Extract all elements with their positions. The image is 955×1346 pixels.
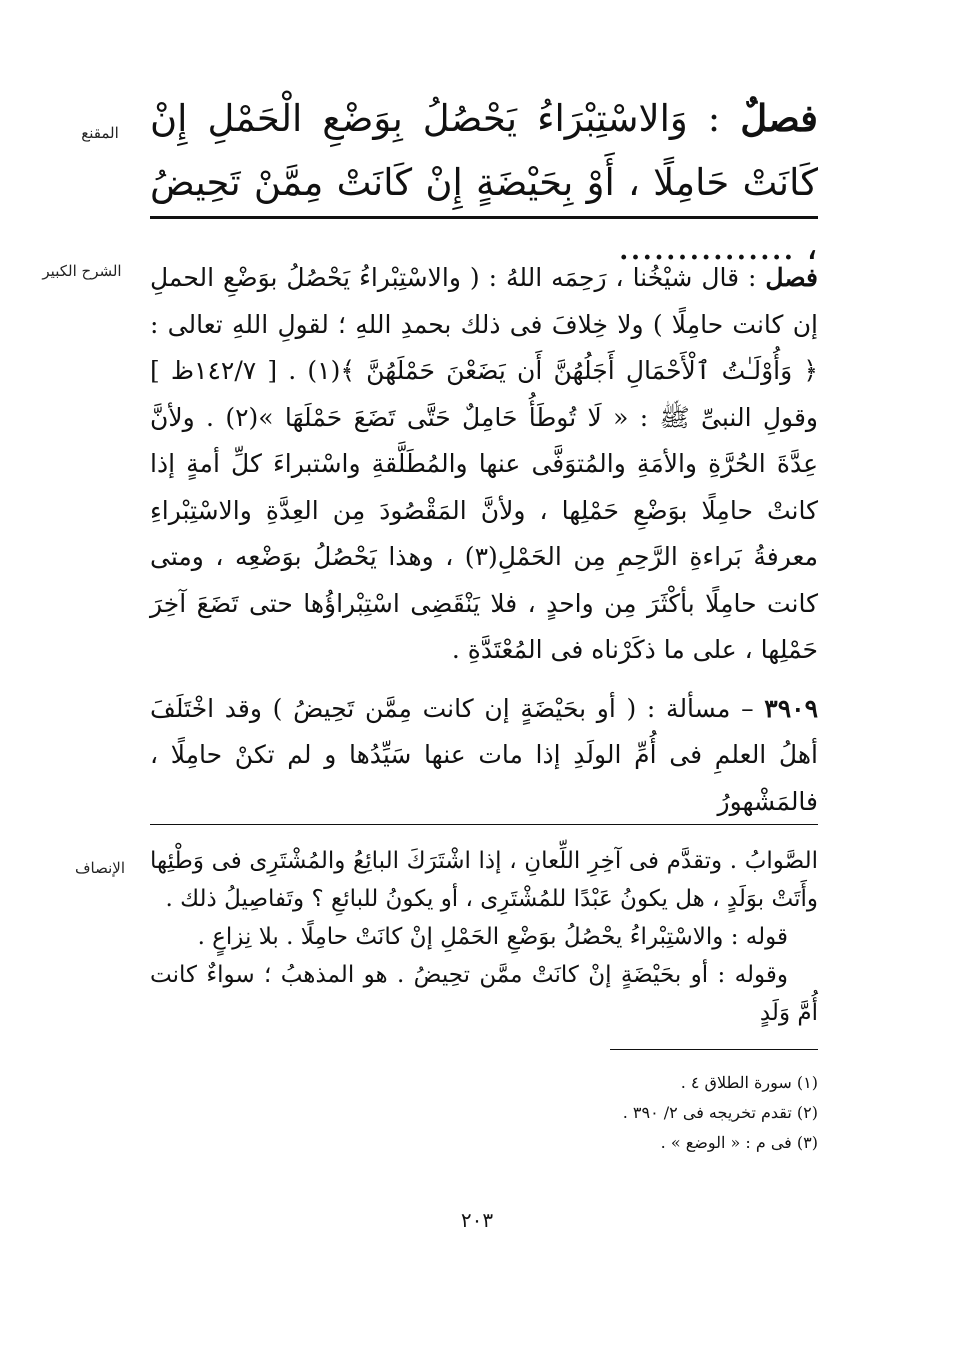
sharh-body: : قال شيْخُنا ، رَحِمَه اللهُ : ( والاسْتِبْراءُ يَحْصُلُ بوَضْعِ الحملِ إن كانت حامِلًا ) ولا خِلافَ فى ذلك بحمدِ اللهِ ؛ لقولِ اللهِ تعالى : ﴿ وَأُوْلَـٰتُ ٱلْأَحْمَالِ أَجَلُهُنَّ أَن يَضَعْنَ حَمْلَهُنَّ ﴾(١) . [ ١٤٢/٧ظ ] وقولِ النبىِّ ﷺ : « لَا تُوطَأُ حَامِلٌ حَتَّى تَضَعَ حَمْلَهَا »(٢) . ولأنَّ عِدَّةَ الحُرَّةِ والأمَةِ والمُتوَفَّى عنها والمُطَلَّقةِ واسْتبراءَ كلِّ أمةٍ إذا كانتْ حامِلًا بوَضْعِ حَمْلِها ، ولأنَّ المَقْصُودَ مِن العِدَّةِ والاسْتِبْراءِ معرفةُ بَراءةِ الرَّحِمِ مِن الحَمْلِ(٣) ، وهذا يَحْصُلُ بوَضْعِه ، ومتى كانت حامِلًا بأكْثَرَ مِن واحدٍ ، فلا يَنْقَضِى اسْتِبْراؤُها حتى تَضَعَ آخِرَ حَمْلِها ، على ما ذكَرْناه فى المُعْتَدَّةِ . (150, 263, 819, 664)
footnote-2: (٢) تقدم تخريجه فى ٢/ ٣٩٠ . (622, 1103, 818, 1122)
margin-label-muqni: المقنع (81, 124, 119, 142)
footnotes (150, 1068, 818, 1158)
section-divider-thick (150, 216, 818, 219)
footnote-1: (١) سورة الطلاق ٤ . (680, 1073, 818, 1092)
section-divider-thin (150, 824, 818, 825)
muqni-text (150, 86, 818, 279)
masala-number: ٣٩٠٩ (764, 693, 818, 723)
insaf-paragraph-1: الصَّوابُ . وتقدَّم فى آخِرِ اللِّعانِ ، إذا اشْتَرَكَ البائِعُ والمُشْتَرِى فى وَطْئِها وأَتَتْ بوَلَدٍ ، هل يكونُ عَبْدًا للمُشْتَرِى ، أو يكونُ للبائعِ ؟ وتَفاصِيلُ ذلك . (150, 848, 818, 912)
muqni-lead: فصلٌ (740, 96, 818, 140)
insaf-paragraph-3: وقوله : أو بحَيْضَةٍ إنْ كانَتْ ممَّن تحِيضُ . هو المذهبُ ؛ سواءٌ كانت أُمَّ وَلَدٍ (150, 962, 818, 1026)
margin-label-sharh: الشرح الكبير (42, 262, 122, 280)
insaf-text (150, 842, 818, 1032)
masala-body: – مسألة : ( أو بحَيْضَةٍ إن كانت مِمَّن تَحِيضُ ) وقد اخْتَلَفَ أهلُ العلمِ فى أُمِّ الولَدِ إذا مات عنها سَيِّدُها و لم تكنْ حامِلًا ، فالمَشْهورُ (150, 693, 818, 816)
insaf-paragraph-2: قوله : والاسْتِبْراءُ يحْصُلُ بوَضْعِ الحَمْلِ إنْ كانَتْ حامِلًا . بلا نِزاعٍ . (197, 924, 788, 950)
margin-label-insaf: الإنصاف (74, 859, 126, 877)
footnote-3: (٣) فى م : « الوضع » . (660, 1133, 818, 1152)
sharh-text (150, 255, 818, 825)
masala-paragraph (150, 686, 818, 826)
page-number: ٢٠٣ (460, 1208, 494, 1232)
sharh-paragraph (150, 255, 818, 674)
footnote-divider (610, 1049, 818, 1050)
muqni-body: : وَالاسْتِبْرَاءُ يَحْصُلُ بِوَضْعِ الْحَمْلِ إِنْ كَانَتْ حَامِلًا ، أَوْ بِحَيْضَةٍ إِنْ كَانَتْ مِمَّنْ تَحِيضُ ، ............... (150, 97, 818, 268)
sharh-lead: فصل (765, 263, 818, 292)
